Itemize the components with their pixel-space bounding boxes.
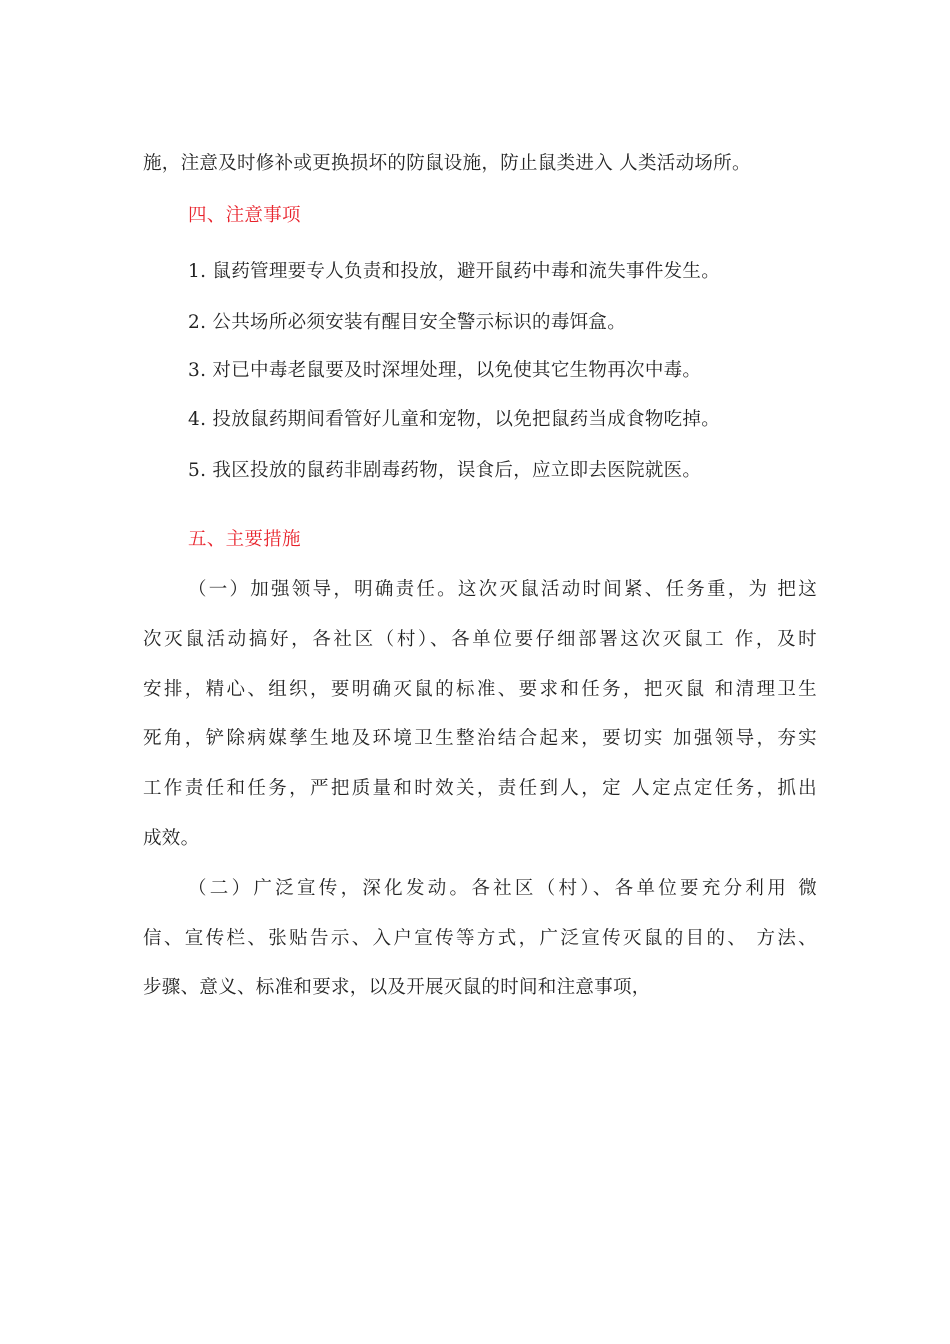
paragraph-2-line-2: 信、宣传栏、张贴告示、入户宣传等方式，广泛宣传灭鼠的目的、 方法、 <box>143 928 817 949</box>
paragraph-1-line-4: 死角，铲除病媒孳生地及环境卫生整治结合起来，要切实 加强领导，夯实 <box>143 728 817 749</box>
section-5-heading: 五、主要措施 <box>188 529 301 550</box>
paragraph-2-line-1: （二）广泛宣传，深化发动。各社区（村）、各单位要充分利用 微 <box>188 878 817 899</box>
notice-item-5: 5. 我区投放的鼠药非剧毒药物，误食后，应立即去医院就医。 <box>188 460 702 481</box>
paragraph-1-line-5: 工作责任和任务，严把质量和时效关，责任到人，定 人定点定任务，抓出 <box>143 778 817 799</box>
notice-item-1: 1. 鼠药管理要专人负责和投放，避开鼠药中毒和流失事件发生。 <box>188 261 721 282</box>
paragraph-1-line-3: 安排，精心、组织，要明确灭鼠的标准、要求和任务，把灭鼠 和清理卫生 <box>143 679 817 700</box>
continuation-text: 施，注意及时修补或更换损坏的防鼠设施，防止鼠类进入 人类活动场所。 <box>143 153 751 174</box>
paragraph-2-line-3: 步骤、意义、标准和要求，以及开展灭鼠的时间和注意事项， <box>143 977 651 998</box>
section-4-heading: 四、注意事项 <box>188 205 301 226</box>
notice-item-3: 3. 对已中毒老鼠要及时深埋处理，以免使其它生物再次中毒。 <box>188 360 702 381</box>
paragraph-1-line-6: 成效。 <box>143 828 200 849</box>
paragraph-1-line-1: （一）加强领导，明确责任。这次灭鼠活动时间紧、任务重，为 把这 <box>188 579 817 600</box>
notice-item-2: 2. 公共场所必须安装有醒目安全警示标识的毒饵盒。 <box>188 312 627 333</box>
notice-item-4: 4. 投放鼠药期间看管好儿童和宠物，以免把鼠药当成食物吃掉。 <box>188 409 721 430</box>
paragraph-1-line-2: 次灭鼠活动搞好，各社区（村）、各单位要仔细部署这次灭鼠工 作，及时 <box>143 629 817 650</box>
